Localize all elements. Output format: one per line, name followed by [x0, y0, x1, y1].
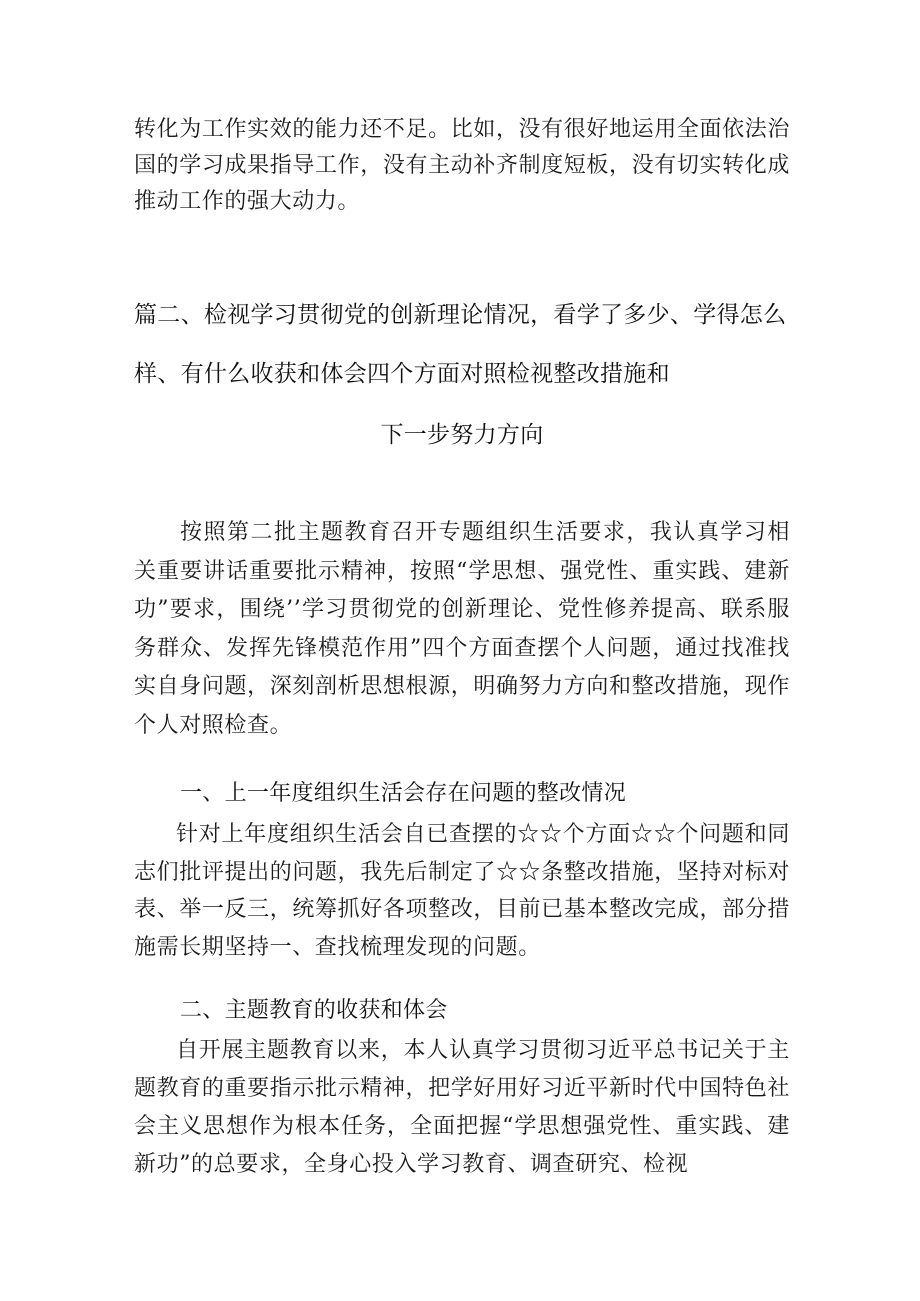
intro-paragraph: 按照第二批主题教育召开专题组织生活要求，我认真学习相关重要讲话重要批示精神，按照“学思想、强党性、重实践、建新功”要求，围绕’’学习贯彻党的创新理论、党性修养提高、联系服务群众、发挥先锋模范作用”四个方面查摆个人问题，通过找准找实自身问题，深刻剖析思想根源，明确努力方向和整改措施，现作个人对照检查。 — [134, 520, 790, 738]
heading-line-1: 篇二、检视学习贯彻党的创新理论情况，看学了多少、学得怎么 — [134, 302, 787, 328]
section-1-title: 一、上一年度组织生活会存在问题的整改情况 — [180, 781, 627, 806]
section-1-paragraph: 针对上年度组织生活会自已查摆的☆☆个方面☆☆个问题和同志们批评提出的问题，我先后制定了☆☆条整改措施，坚持对标对表、举一反三，统筹抓好各项整改，目前已基本整改完成，部分措施需长期坚持一、查找梳理发现的问题。 — [134, 822, 790, 960]
heading-line-2: 样、有什么收获和体会四个方面对照检视整改措施和 — [134, 361, 670, 387]
heading-line-3: 下一步努力方向 — [380, 422, 544, 448]
section-2-title: 二、主题教育的收获和体会 — [180, 998, 448, 1023]
previous-paragraph: 转化为工作实效的能力还不足。比如，没有很好地运用全面依法治国的学习成果指导工作，没有主动补齐制度短板，没有切实转化成推动工作的强大动力。 — [134, 117, 790, 214]
section-2-paragraph: 自开展主题教育以来，本人认真学习贯彻习近平总书记关于主题教育的重要指示批示精神，把学好用好习近平新时代中国特色社会主义思想作为根本任务，全面把握“学思想强党性、重实践、建新功”的总要求，全身心投入学习教育、调查研究、检视 — [134, 1038, 790, 1177]
